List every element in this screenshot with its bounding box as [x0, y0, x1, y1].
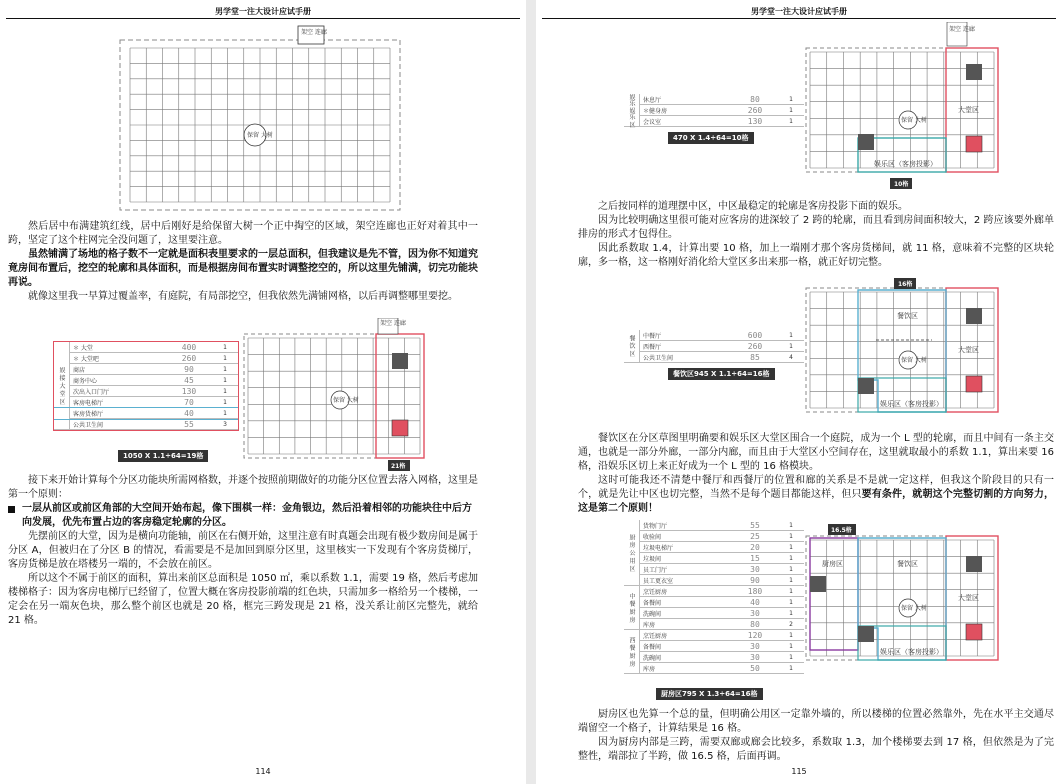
- room-name: 洗碗间: [640, 652, 733, 663]
- room-qty: 1: [778, 341, 804, 352]
- room-name: ＊ 大堂吧: [70, 353, 167, 364]
- kitchen-area-table: [624, 520, 804, 674]
- cells-label: 16格: [898, 281, 913, 288]
- zone-label: 娱乐区（客房投影）: [880, 400, 943, 408]
- room-name: 烹饪厨房: [640, 586, 733, 597]
- zone-label: 大堂区: [958, 106, 979, 114]
- room-qty: 1: [778, 94, 804, 105]
- table-row: [624, 553, 804, 564]
- room-qty: 1: [778, 597, 804, 608]
- table-row: [54, 375, 238, 386]
- room-name: ＊健身房: [640, 105, 733, 116]
- table-row: [54, 353, 238, 364]
- room-area: 25: [732, 531, 778, 542]
- room-name: 员工更衣室: [640, 575, 733, 586]
- room-area: 15: [732, 553, 778, 564]
- room-name: 公共卫生间: [70, 419, 167, 430]
- table-row: [54, 386, 238, 397]
- room-qty: 1: [212, 364, 238, 375]
- room-name: ＊ 大堂: [70, 342, 167, 353]
- cells-label: 21格: [391, 463, 406, 470]
- row-group-label: 中 餐 厨 房: [624, 586, 640, 630]
- table-row: [624, 586, 804, 597]
- table-row: [54, 364, 238, 375]
- row-group-label: 西 餐 厨 房: [624, 630, 640, 674]
- paragraph-bold: 虽然铺满了场地的格子数不一定就是面积表里要求的一层总面积，但我建议是先不管，因为你不知道究竟房间布置后，挖空的轮廓和具体面积，而是根据房间布置实时调整挖空的，所以这里先铺满，切完功能块再说。: [8, 249, 478, 288]
- page-header: 男学堂一注大设计应试手册: [215, 7, 311, 16]
- bullet-text: 一层从前区或前区角部的大空间开始布起，像下围棋一样：金角银边，然后沿着相邻的功能块往中后方向发展，优先布置占边的客房稳定轮廓的分区。: [22, 503, 472, 528]
- room-area: 90: [166, 364, 212, 375]
- table-row: [624, 608, 804, 619]
- room-area: 55: [732, 520, 778, 531]
- table-row: [624, 663, 804, 674]
- entrance-label: 架空 连廊: [380, 320, 406, 327]
- dining-zone-grid: [802, 272, 1002, 422]
- room-area: 45: [166, 375, 212, 386]
- figure-caption: 1050 X 1.1÷64=19格: [118, 450, 208, 462]
- table-row: [624, 575, 804, 586]
- room-area: 180: [732, 586, 778, 597]
- zone-label: 娱乐区（客房投影）: [874, 160, 937, 168]
- page-number: 115: [791, 767, 807, 776]
- tree-label: 保留 大树: [333, 397, 359, 404]
- room-qty: 4: [778, 352, 804, 363]
- room-qty: 1: [778, 553, 804, 564]
- room-name: 休息厅: [640, 94, 733, 105]
- room-qty: 1: [778, 575, 804, 586]
- room-qty: 1: [212, 386, 238, 397]
- paragraph: 就像这里我一早算过覆盖率，有庭院，有局部挖空，但我依然先满铺网格，以后再调整哪里要挖。: [28, 291, 458, 302]
- table-row: [54, 397, 238, 408]
- table-row: [624, 652, 804, 663]
- header-rule: [6, 18, 520, 19]
- room-name: 员工门厅: [640, 564, 733, 575]
- room-qty: 1: [778, 641, 804, 652]
- paragraph: 餐饮区在分区草图里明确要和娱乐区大堂区围合一个庭院，成为一个 L 型的轮廓，而且中间有一条主交通，也就是一部分外廊，一部分内廊，而且由于大堂区小空间存在，这里就取最小的系数 1.1，算出来要 16 格，沿娱乐区切上来正好成为一个 L 型的 16 格模块。: [578, 433, 1054, 472]
- room-qty: 1: [778, 542, 804, 553]
- room-area: 260: [732, 341, 778, 352]
- room-qty: 1: [778, 663, 804, 674]
- lobby-zone-outline: [376, 334, 424, 458]
- room-name: 西餐厅: [640, 341, 733, 352]
- room-name: 客房电梯厅: [70, 397, 167, 408]
- figure-caption: 餐饮区945 X 1.1÷64=16格: [668, 368, 775, 380]
- paragraph: 因为厨房内部是三跨，需要双廊或廊会比较多，系数取 1.3，加个楼梯要去到 17 格，但依然是为了完整性，端部拉了半跨，做 16.5 格，后面再调。: [578, 737, 1054, 762]
- row-group-label: 餐 饮 区: [624, 330, 640, 363]
- room-area: 120: [732, 630, 778, 641]
- zone-label: 餐饮区: [897, 560, 918, 568]
- row-group-label: 娱 接 大 堂 区: [54, 342, 70, 430]
- room-qty: 1: [212, 342, 238, 353]
- room-area: 260: [166, 353, 212, 364]
- room-qty: 1: [778, 608, 804, 619]
- table-row: [624, 641, 804, 652]
- page-number: 114: [255, 767, 271, 776]
- table-row: [624, 116, 804, 127]
- room-qty: 1: [778, 330, 804, 341]
- elevator-block: [966, 136, 982, 152]
- room-qty: 1: [778, 630, 804, 641]
- room-qty: 2: [778, 619, 804, 630]
- room-area: 130: [732, 116, 778, 127]
- table-row: [624, 105, 804, 116]
- paragraph-text: 这时可能我还不清楚中餐厅和西餐厅的位置和廊的关系是不是就一定这样，但我这个阶段目的只有一个，就是先让中区也切完整，当然不是每个题目都能这样，但只: [578, 475, 1054, 500]
- room-name: 垃圾间: [640, 553, 733, 564]
- table-row: [54, 408, 238, 419]
- figure-caption: 厨房区795 X 1.3÷64=16格: [656, 688, 763, 700]
- room-qty: 1: [212, 353, 238, 364]
- room-area: 90: [732, 575, 778, 586]
- room-name: 货物门厅: [640, 520, 733, 531]
- table-row: [624, 564, 804, 575]
- table-row: [624, 630, 804, 641]
- table-row: [624, 619, 804, 630]
- room-area: 70: [166, 397, 212, 408]
- tree-label: 保留 大树: [247, 132, 273, 139]
- paragraph: 厨房区也先算一个总的量，但明确公用区一定靠外墙的，所以楼梯的位置必然靠外，先在水平主交通尽端留空一个格子，计算结果是 16 格。: [578, 709, 1054, 734]
- room-area: 20: [732, 542, 778, 553]
- table-row: [624, 94, 804, 105]
- room-name: 洗碗间: [640, 608, 733, 619]
- kitchen-zone-outline: [810, 538, 858, 650]
- row-group-label: 厨 房 公 用 区: [624, 520, 640, 586]
- entrance-label: 架空 连廊: [949, 26, 975, 33]
- zone-label: 大堂区: [958, 594, 979, 602]
- elevator-block: [392, 420, 408, 436]
- room-name: 收验间: [640, 531, 733, 542]
- paragraph: 因此系数取 1.4，计算出要 10 格，加上一端刚才那个客房货梯间，就 11 格，意味着不完整的区块轮廓，多一格，这一格刚好消化给大堂区多出来那一格，就正好切完整。: [578, 243, 1054, 268]
- room-name: 商务中心: [70, 375, 167, 386]
- room-area: 85: [732, 352, 778, 363]
- page-header: 男学堂一注大设计应试手册: [751, 7, 847, 16]
- tree-label: 保留 大树: [901, 605, 927, 612]
- room-qty: 1: [778, 652, 804, 663]
- tree-label: 保留 大树: [901, 357, 927, 364]
- room-area: 50: [732, 663, 778, 674]
- table-row: [54, 419, 238, 430]
- paragraph: [578, 474, 1054, 516]
- stair-block: [858, 134, 874, 150]
- room-area: 40: [166, 408, 212, 419]
- kitchen-zone-grid: [802, 520, 1002, 680]
- room-name: 备餐间: [640, 641, 733, 652]
- dining-area-table: [624, 330, 804, 363]
- zone-label: 娱乐区（客房投影）: [880, 648, 943, 656]
- principle-bullet: [8, 502, 478, 530]
- paragraph: 因为比较明确这里很可能对应客房的进深较了 2 跨的轮廓，而且看到房间面积较大，2 跨应该要外廊单排房的形式才包得住。: [578, 215, 1054, 240]
- room-name: 商店: [70, 364, 167, 375]
- row-group-label: 娱乐 娱乐 区: [624, 94, 640, 127]
- table-row: [624, 520, 804, 531]
- room-name: 库房: [640, 663, 733, 674]
- entertainment-zone-grid: [802, 22, 1002, 192]
- room-qty: 1: [212, 375, 238, 386]
- room-area: 130: [166, 386, 212, 397]
- paragraph: 然后居中布满建筑红线，居中后刚好是给保留大树一个正中掏空的区域，架空连廊也正好对着其中一跨，坚定了这个柱网完全没问题了，这里要注意。: [8, 221, 478, 246]
- cells-label: 10格: [894, 181, 909, 188]
- room-name: 烹饪厨房: [640, 630, 733, 641]
- cells-label: 16.5格: [831, 527, 852, 534]
- room-name: 次出入口门厅: [70, 386, 167, 397]
- room-area: 30: [732, 641, 778, 652]
- paragraph: 先摆前区的大堂，因为是横向功能轴，前区在右侧开始，这里注意有时真题会出现有极少数房间是属于分区 A，但被归在了分区 B 的情况，看需要是不是加回到原分区里，这里核实一下发现有个客房货梯厅，客房货梯是放在塔楼另一端的，不会放在前区。: [8, 531, 478, 570]
- figure-caption: 470 X 1.4÷64=10格: [668, 132, 754, 144]
- zone-label: 大堂区: [958, 346, 979, 354]
- room-area: 30: [732, 608, 778, 619]
- paragraph-bold-text: 要有条件，就朝这个完整切割的方向努力，这是第二个原则！: [578, 489, 1055, 514]
- paragraph: 所以这个不属于前区的面积，算出来前区总面积是 1050 ㎡，乘以系数 1.1，需要 19 格，然后考虑加楼梯格子：因为客房电梯厅已经留了，位置大概在客房投影前端的红色块，只需加多一格给另一个楼梯，一定会在另一端灰色块，那么整个前区也就是 20 格，框完三跨发现是 21 格，没关系让前区完整先，就给 21 格。: [8, 573, 478, 626]
- right-page: [536, 0, 1062, 784]
- tree-label: 保留 大树: [901, 117, 927, 124]
- table-row: [624, 352, 804, 363]
- room-name: 中餐厅: [640, 330, 733, 341]
- room-qty: 1: [778, 531, 804, 542]
- paragraph: 接下来开始计算每个分区功能块所需网格数，并逐个按照前期做好的功能分区位置去落入网格，这里是第一个原则：: [8, 475, 478, 500]
- room-qty: 1: [212, 408, 238, 419]
- room-area: 600: [732, 330, 778, 341]
- room-qty: 1: [778, 520, 804, 531]
- room-area: 30: [732, 564, 778, 575]
- room-qty: 3: [212, 419, 238, 430]
- room-qty: 1: [212, 397, 238, 408]
- table-row: [624, 330, 804, 341]
- room-name: 会议室: [640, 116, 733, 127]
- room-area: 400: [166, 342, 212, 353]
- entertainment-area-table: [624, 94, 804, 127]
- room-qty: 1: [778, 564, 804, 575]
- room-area: 80: [732, 94, 778, 105]
- table-row: [624, 341, 804, 352]
- room-area: 80: [732, 619, 778, 630]
- room-name: 备餐间: [640, 597, 733, 608]
- left-page: [0, 0, 526, 784]
- lobby-zone-grid: [240, 318, 430, 474]
- zone-label: 餐饮区: [897, 312, 918, 320]
- room-area: 30: [732, 652, 778, 663]
- room-qty: 1: [778, 105, 804, 116]
- room-qty: 1: [778, 116, 804, 127]
- room-area: 40: [732, 597, 778, 608]
- table-row: [54, 342, 238, 353]
- entrance-label: 架空 连廊: [301, 29, 327, 36]
- zone-label: 厨房区: [822, 560, 843, 568]
- bullet-square-icon: [8, 506, 15, 513]
- site-grid-figure: [110, 20, 410, 214]
- room-area: 55: [166, 419, 212, 430]
- room-name: 库房: [640, 619, 733, 630]
- room-name: 公共卫生间: [640, 352, 733, 363]
- room-name: 客房货梯厅: [70, 408, 167, 419]
- paragraph: 之后按同样的道理摆中区，中区最稳定的轮廓是客房投影下面的娱乐。: [598, 201, 908, 212]
- stair-block: [966, 64, 982, 80]
- header-rule: [542, 18, 1056, 19]
- stair-block: [392, 353, 408, 369]
- lobby-area-table: [54, 342, 238, 430]
- table-row: [624, 531, 804, 542]
- room-name: 垃圾电梯厅: [640, 542, 733, 553]
- table-row: [624, 542, 804, 553]
- room-area: 260: [732, 105, 778, 116]
- table-row: [624, 597, 804, 608]
- room-qty: 1: [778, 586, 804, 597]
